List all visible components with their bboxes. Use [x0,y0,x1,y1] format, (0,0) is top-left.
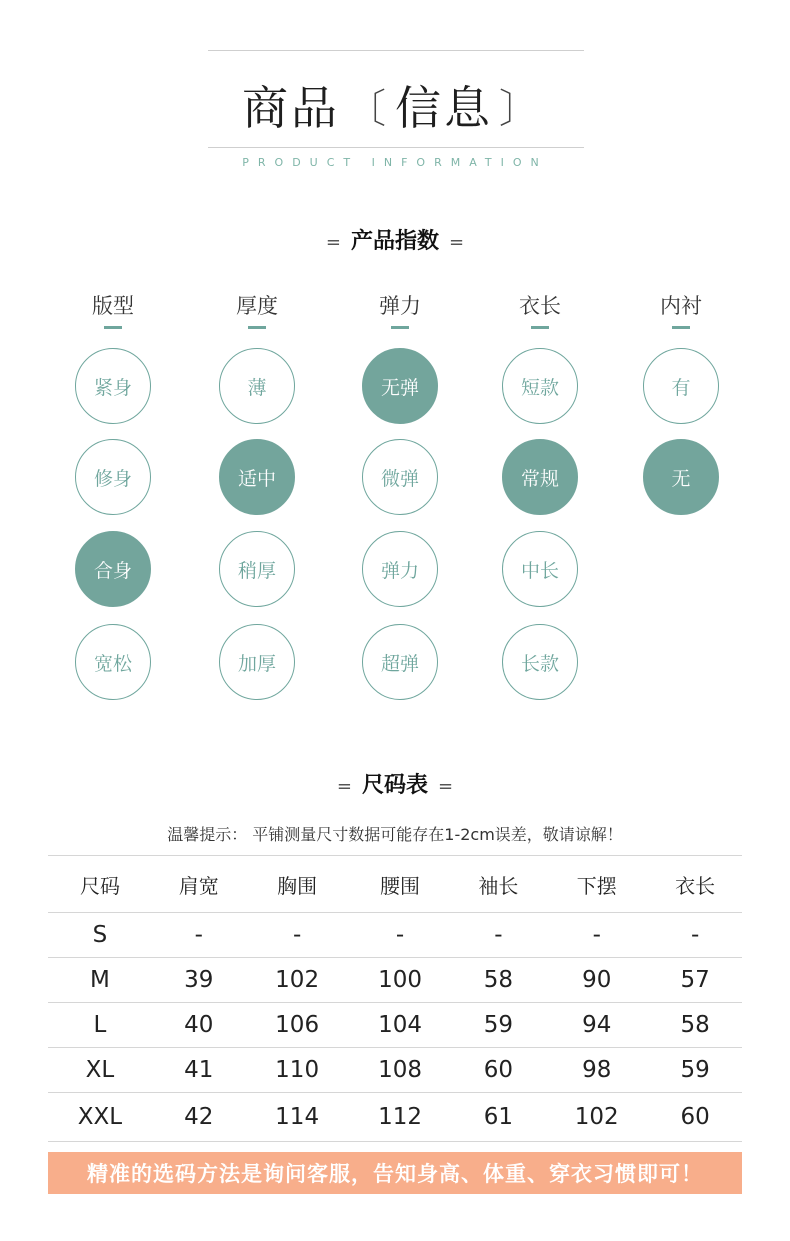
size-table-cell: - [152,913,246,958]
index-column-label: 内衬 [660,294,702,318]
index-column-label: 弹力 [379,294,421,318]
size-table-cell: 100 [349,958,452,1003]
page-subtitle: PRODUCT INFORMATION [242,156,548,169]
eq-left: = [325,232,341,253]
index-option: 稍厚 [219,531,295,607]
size-table-cell: M [48,958,152,1003]
size-section-title [0,768,790,799]
size-table-cell: 110 [246,1048,349,1093]
size-table-cell: - [648,913,742,958]
table-row [48,1093,742,1142]
size-table-cell: - [545,913,648,958]
index-option: 合身 [75,531,151,607]
header-top-rule [208,50,584,51]
index-option: 无弹 [362,348,438,424]
size-table-cell: XXL [48,1093,152,1142]
index-column-underline [531,326,549,329]
size-table-cell: 59 [452,1003,546,1048]
header-bottom-rule [208,147,584,148]
size-table-header-cell: 袖长 [452,856,546,913]
size-table-header-cell: 肩宽 [152,856,246,913]
index-option: 微弹 [362,439,438,515]
table-row [48,1003,742,1048]
size-table-cell: 90 [545,958,648,1003]
size-table-cell: XL [48,1048,152,1093]
size-table [48,855,742,1142]
index-option: 超弹 [362,624,438,700]
size-table-cell: 106 [246,1003,349,1048]
eq-right: = [449,232,465,253]
size-title-text: 尺码表 [361,773,428,798]
size-table-cell: S [48,913,152,958]
size-table-cell: 98 [545,1048,648,1093]
size-table-cell: 58 [648,1003,742,1048]
size-table-cell: 102 [545,1093,648,1142]
size-table-header-cell: 腰围 [349,856,452,913]
index-column-underline [391,326,409,329]
index-option: 长款 [502,624,578,700]
size-table-cell: 102 [246,958,349,1003]
size-table-cell: 60 [648,1093,742,1142]
size-table-cell: 114 [246,1093,349,1142]
title-bracket-left: 〔 [346,85,389,132]
eq-left: = [336,776,352,797]
index-column-label: 厚度 [236,294,278,318]
size-table-cell: L [48,1003,152,1048]
size-table-header [48,856,742,913]
index-column-label: 衣长 [519,294,561,318]
size-table-cell: 104 [349,1003,452,1048]
size-table-header-cell: 衣长 [648,856,742,913]
index-option: 加厚 [219,624,295,700]
index-option: 修身 [75,439,151,515]
size-table-header-cell: 下摆 [545,856,648,913]
size-advice-banner: 精准的选码方法是询问客服，告知身高、体重、穿衣习惯即可！ [48,1152,742,1194]
index-option: 宽松 [75,624,151,700]
index-section-title [0,224,790,255]
index-column-underline [672,326,690,329]
index-option: 无 [643,439,719,515]
index-title-text: 产品指数 [350,229,439,254]
index-column-label: 版型 [92,294,134,318]
index-option: 弹力 [362,531,438,607]
size-table-body [48,913,742,1142]
size-table-cell: 42 [152,1093,246,1142]
index-option: 适中 [219,439,295,515]
size-table-cell: 57 [648,958,742,1003]
size-table-cell: 41 [152,1048,246,1093]
title-part-2: 信息 [395,81,493,135]
size-table-cell: - [246,913,349,958]
index-option: 有 [643,348,719,424]
index-column-underline [104,326,122,329]
size-table-cell: 108 [349,1048,452,1093]
table-row [48,913,742,958]
size-table-cell: 59 [648,1048,742,1093]
size-table-cell: - [349,913,452,958]
size-table-cell: 40 [152,1003,246,1048]
table-row [48,958,742,1003]
size-table-header-cell: 尺码 [48,856,152,913]
title-part-1: 商品 [242,81,340,135]
size-table-cell: 60 [452,1048,546,1093]
index-option: 常规 [502,439,578,515]
index-column-underline [248,326,266,329]
size-table-cell: - [452,913,546,958]
size-table-cell: 61 [452,1093,546,1142]
size-table-cell: 58 [452,958,546,1003]
eq-right: = [438,776,454,797]
size-table-cell: 112 [349,1093,452,1142]
index-option: 薄 [219,348,295,424]
index-option: 紧身 [75,348,151,424]
size-table-header-cell: 胸围 [246,856,349,913]
measurement-tip: 温馨提示： 平铺测量尺寸数据可能存在1-2cm误差，敬请谅解！ [167,825,623,844]
title-bracket-right: 〕 [499,85,542,132]
table-row [48,1048,742,1093]
page-title [0,70,790,140]
index-option: 中长 [502,531,578,607]
size-table-cell: 39 [152,958,246,1003]
index-option: 短款 [502,348,578,424]
size-table-cell: 94 [545,1003,648,1048]
